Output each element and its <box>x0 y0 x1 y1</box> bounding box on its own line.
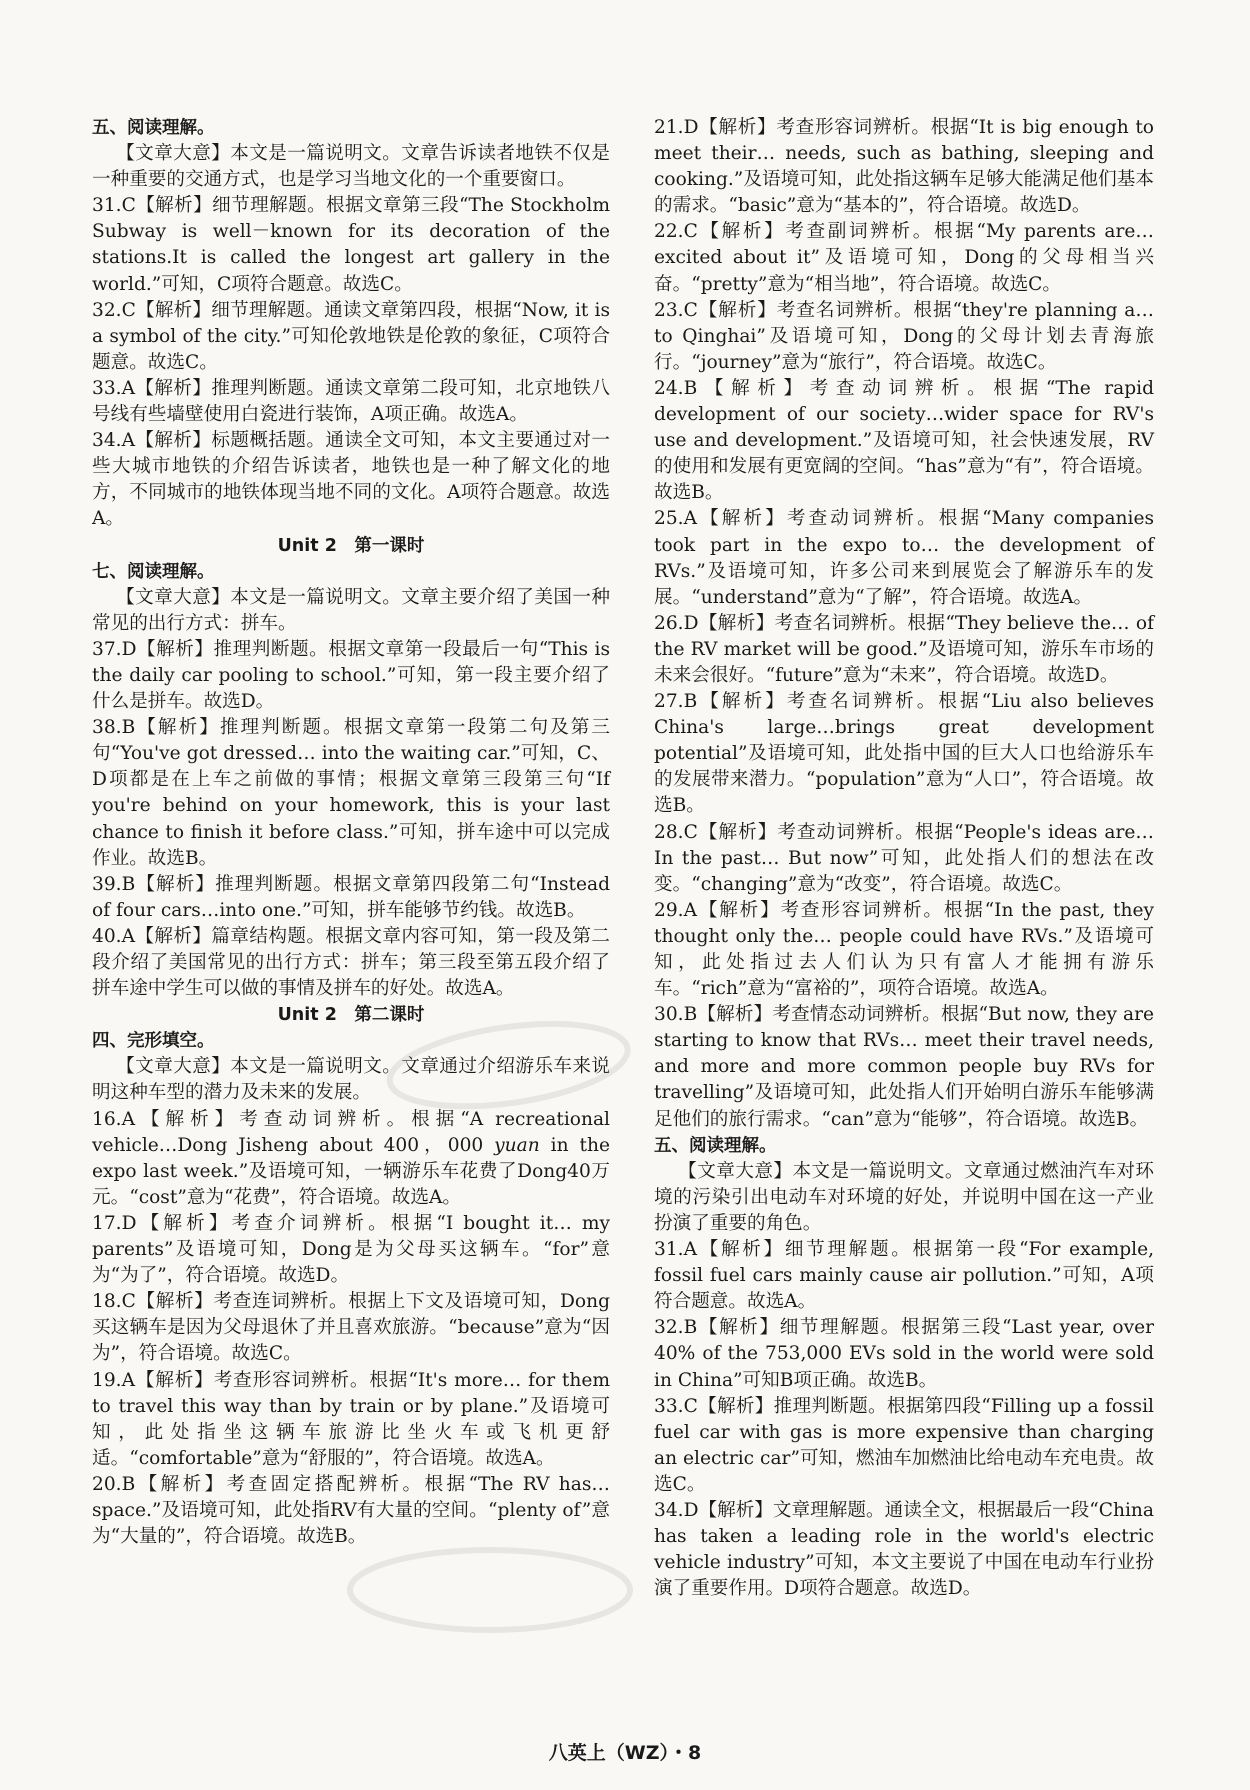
answer-item: 32.B【解析】细节理解题。根据第三段“Last year, over 40% of the 753,000 EVs sold in the world were sold in China”可知B项正确。故选B。 <box>654 1317 1154 1391</box>
answer-item: 25.A【解析】考查动词辨析。根据“Many companies took part in the expo to… the development of RVs.”及语境可知，许多公司来到展览会了解游乐车的发展。“understand”意为“了解”，符合语境。故选A。 <box>654 508 1154 608</box>
watermark-seal-icon <box>340 1540 640 1640</box>
section-title: 五、阅读理解。 <box>92 118 215 138</box>
answer-item: 40.A【解析】篇章结构题。根据文章内容可知，第一段及第二段介绍了美国常见的出行方式：拼车；第三段至第五段介绍了拼车途中学生可以做的事情及拼车的好处。故选A。 <box>92 925 610 1000</box>
answer-item: 33.C【解析】推理判断题。根据第四段“Filling up a fossil fuel car with gas is more expensive than charging an electric car”可知，燃油车加燃油比给电动车充电贵。故选C。 <box>654 1395 1154 1495</box>
section-title: 七、阅读理解。 <box>92 561 215 582</box>
left-column <box>92 115 610 1550</box>
answer-item: 19.A【解析】考查形容词辨析。根据“It's more… for them to travel this way than by train or by plane.”及语境可知，此处指坐这辆车旅游比坐火车或飞机更舒适。“comfortable”意为“舒服的”，符合语境。故选A。 <box>92 1369 610 1469</box>
unit-heading: Unit 2 第二课时 <box>277 1005 425 1026</box>
section-title: 五、阅读理解。 <box>654 1135 777 1156</box>
answer-item: 20.B【解析】考查固定搭配辨析。根据“The RV has… space.”及语境可知，此处指RV有大量的空间。“plenty of”意为“大量的”，符合语境。故选B。 <box>92 1473 610 1548</box>
answer-item: 26.D【解析】考查名词辨析。根据“They believe the… of the RV market will be good.”及语境可知，游乐车市场的未来会很好。“future”意为“未来”，符合语境。故选D。 <box>654 612 1154 686</box>
answer-text: in the expo last week.”及语境可知，一辆游乐车花费了Dong40万元。“cost”意为“花费”，符合语境。故选A。 <box>92 1134 610 1208</box>
article-summary: 【文章大意】本文是一篇说明文。文章通过燃油汽车对环境的污染引出电动车对环境的好处，并说明中国在这一产业扮演了重要的角色。 <box>654 1160 1154 1234</box>
answer-item: 31.A【解析】细节理解题。根据第一段“For example, fossil fuel cars mainly cause air pollution.”可知，A项符合题意。故选A。 <box>654 1239 1154 1313</box>
answer-item: 30.B【解析】考查情态动词辨析。根据“But now, they are starting to know that RVs… meet their travel needs, and more and more common people buy RVs for travelling”及语境可知，此处指人们开始明白游乐车能够满足他们的旅行需求。“can”意为“能够”，符合语境。故选B。 <box>654 1004 1154 1130</box>
answer-item: 17.D【解析】考查介词辨析。根据“I bought it… my parents”及语境可知，Dong是为父母买这辆车。“for”意为“为了”，符合语境。故选D。 <box>92 1212 610 1287</box>
answer-item: 34.D【解析】文章理解题。通读全文，根据最后一段“China has taken a leading role in the world's electric vehicle industry”可知，本文主要说了中国在电动车行业扮演了重要作用。D项符合题意。故选D。 <box>654 1499 1154 1600</box>
answer-text: 16.A【解析】考查动词辨析。根据“A recreational vehicle…Dong Jisheng about 400，000 <box>92 1108 610 1156</box>
answer-item: 39.B【解析】推理判断题。根据文章第四段第二句“Instead of four cars…into one.”可知，拼车能够节约钱。故选B。 <box>92 873 610 921</box>
page-footer <box>0 1738 1250 1765</box>
answer-item: 23.C【解析】考查名词辨析。根据“they're planning a… to Qinghai”及语境可知，Dong的父母计划去青海旅行。“journey”意为“旅行”，符合语境。故选C。 <box>654 299 1154 373</box>
article-summary: 【文章大意】本文是一篇说明文。文章告诉读者地铁不仅是一种重要的交通方式，也是学习当地文化的一个重要窗口。 <box>92 143 610 191</box>
unit-heading: Unit 2 第一课时 <box>277 535 425 556</box>
answer-item: 29.A【解析】考查形容词辨析。根据“In the past, they thought only the… people could have RVs.”及语境可知，此处指过去人们认为只有富人才能拥有游乐车。“rich”意为“富裕的”，项符合语境。故选A。 <box>654 899 1154 1000</box>
answer-item: 37.D【解析】推理判断题。根据文章第一段最后一句“This is the daily car pooling to school.”可知，第一段主要介绍了什么是拼车。故选D。 <box>92 638 610 713</box>
answer-item: 34.A【解析】标题概括题。通读全文可知，本文主要通过对一些大城市地铁的介绍告诉读者，地铁也是一种了解文化的地方，不同城市的地铁体现当地不同的文化。A项符合题意。故选A。 <box>92 430 610 530</box>
article-summary: 【文章大意】本文是一篇说明文。文章通过介绍游乐车来说明这种车型的潜力及未来的发展。 <box>92 1056 610 1104</box>
section-title: 四、完形填空。 <box>92 1031 215 1052</box>
answer-item: 18.C【解析】考查连词辨析。根据上下文及语境可知，Dong买这辆车是因为父母退休了并且喜欢旅游。“because”意为“因为”，符合语境。故选C。 <box>92 1291 610 1365</box>
footer-separator: ・ <box>669 1742 689 1764</box>
italic-word: yuan <box>494 1134 540 1156</box>
answer-item <box>92 1107 610 1211</box>
book-label: 八英上（WZ） <box>548 1742 669 1764</box>
answer-item: 21.D【解析】考查形容词辨析。根据“It is big enough to meet their… needs, such as bathing, sleeping and cooking.”及语境可知，此处指这辆车足够大能满足他们基本的需求。“basic”意为“基本的”，符合语境。故选D。 <box>654 117 1154 217</box>
right-column <box>654 115 1154 1602</box>
watermark <box>340 1540 640 1644</box>
answer-item: 28.C【解析】考查动词辨析。根据“People's ideas are… In the past… But now”可知，此处指人们的想法在改变。“changing”意为“改变”，符合语境。故选C。 <box>654 821 1154 895</box>
answer-item: 27.B【解析】考查名词辨析。根据“Liu also believes China's large…brings great development potential”及语境可知，此处指中国的巨大人口也给游乐车的发展带来潜力。“population”意为“人口”，符合语境。故选B。 <box>654 691 1154 817</box>
answer-item: 24.B【解析】考查动词辨析。根据“The rapid development of our society…wider space for RV's use and development.”及语境可知，社会快速发展，RV的使用和发展有更宽阔的空间。“has”意为“有”，符合语境。故选B。 <box>654 377 1154 504</box>
article-summary: 【文章大意】本文是一篇说明文。文章主要介绍了美国一种常见的出行方式：拼车。 <box>92 586 610 634</box>
page-number: 8 <box>688 1742 702 1764</box>
answer-item: 31.C【解析】细节理解题。根据文章第三段“The Stockholm Subway is well－known for its decoration of the stations.It is called the longest art gallery in the world.”可知，C项符合题意。故选C。 <box>92 195 610 295</box>
answer-item: 32.C【解析】细节理解题。通读文章第四段，根据“Now, it is a symbol of the city.”可知伦敦地铁是伦敦的象征，C项符合题意。故选C。 <box>92 299 610 373</box>
answer-item: 33.A【解析】推理判断题。通读文章第二段可知，北京地铁八号线有些墙壁使用白瓷进行装饰，A项正确。故选A。 <box>92 377 610 426</box>
answer-item: 22.C【解析】考查副词辨析。根据“My parents are… excited about it”及语境可知，Dong的父母相当兴奋。“pretty”意为“相当地”，符合语境。故选C。 <box>654 221 1154 295</box>
answer-item: 38.B【解析】推理判断题。根据文章第一段第二句及第三句“You've got dressed… into the waiting car.”可知，C、D项都是在上车之前做的事情；根据文章第三段第三句“If you're behind on your homework, this is your last chance to finish it before class.”可知，拼车途中可以完成作业。故选B。 <box>92 717 610 869</box>
